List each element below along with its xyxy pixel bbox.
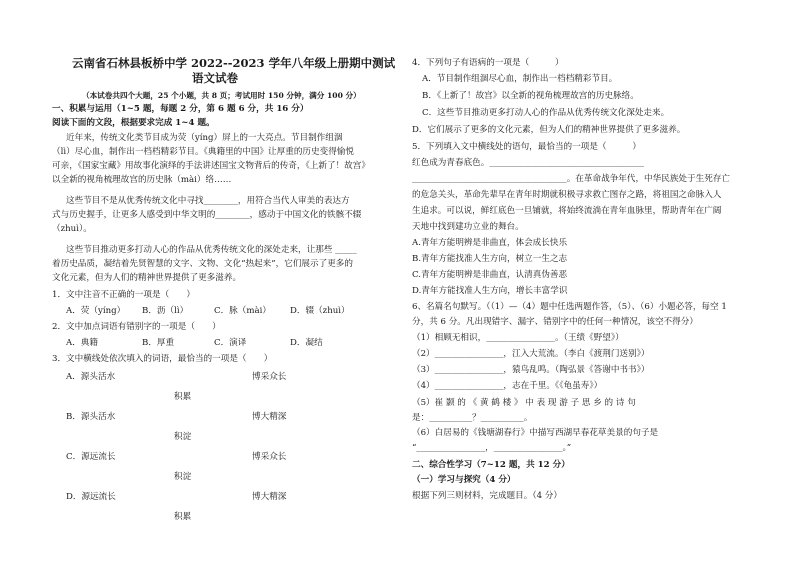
- q5-option-c[interactable]: C.青年方能明辨是非曲直，认清真伪善恶: [412, 270, 568, 280]
- passage-line: 文化元素，但为人们的精神世界提供了更多滋养。: [52, 273, 242, 283]
- q3-option-a[interactable]: A．源头活水: [66, 372, 116, 382]
- question-3: 3．文中横线处依次填入的词语，最恰当的一项是（ ）: [52, 354, 273, 364]
- q5-option-d[interactable]: D.青年方能找准人生方向，增长丰富学识: [412, 286, 568, 296]
- exam-subtitle: 语文试卷: [192, 71, 238, 85]
- q4-option-a[interactable]: A．节目制作组涸尽心血，制作出一档档精彩节目。: [422, 74, 618, 84]
- question-1: 1．文中注音不正确的一项是（ ）: [52, 290, 195, 300]
- q2-option-b[interactable]: B．厚重: [142, 338, 175, 348]
- q5-passage-line: 红色成为青春底色。____________________________________: [412, 158, 645, 168]
- q5-passage-line: 的危急关头，革命先辈早在青年时期就积极寻求救亡图存之路，将祖国之命脉入人: [412, 190, 722, 200]
- q6-item-5-answer[interactable]: 是：__________？__________。: [412, 413, 533, 423]
- subsection-1-heading: （一）学习与探究（4 分）: [412, 475, 516, 485]
- q5-option-b[interactable]: B.青年方能找准人生方向，树立一生之志: [412, 254, 568, 264]
- q2-option-c[interactable]: C．演译: [214, 338, 247, 348]
- q2-option-a[interactable]: A．典籍: [66, 338, 98, 348]
- passage-line: 这些节目推动更多打动人心的作品从优秀传统文化的深处走来，让那些 _____: [66, 245, 357, 255]
- q3-option-d[interactable]: D．源远流长: [66, 492, 116, 502]
- passage-line: 可亲，《国家宝藏》用故事化演绎的手法讲述国宝文物背后的传奇，《上新了！故宫》: [52, 161, 370, 171]
- passage-line: 着历史品质，凝结着先贤智慧的文字、文物、文化“热起来”，它们展示了更多的: [52, 259, 353, 269]
- passage-line: 近年来，传统文化类节目成为荧（yíng）屏上的一大亮点。节目制作组涸: [66, 133, 343, 143]
- question-6-note: 分，共 6 分。凡出现错字、漏字、错别字中的任何一种情况，该空不得分）: [412, 317, 698, 327]
- question-4: 4．下列句子有语病的一项是（ ）: [412, 58, 564, 68]
- exam-title: 云南省石林县板桥中学 2022--2023 学年八年级上册期中测试: [72, 56, 396, 70]
- q4-option-d[interactable]: D．它们展示了更多的文化元素，但为人们的精神世界提供了更多滋养。: [412, 125, 686, 135]
- q1-option-d[interactable]: D．辍（zhuì）: [290, 306, 350, 316]
- q3-option-a-word2: 博采众长: [252, 372, 287, 382]
- q6-item-2[interactable]: （2）________________，江入大荒流。（李白《渡荆门送别》）: [412, 349, 650, 359]
- passage-line: （zhuì）。: [52, 224, 92, 234]
- q3-option-d-word2: 博大精深: [252, 492, 287, 502]
- q5-passage-line: ____________________________________。在革命战争年代，中华民族处于生死存亡: [412, 174, 730, 184]
- q3-option-d-word3: 积累: [174, 512, 192, 522]
- q6-item-4[interactable]: （4）________________，志在千里。《《龟虽寿》）: [412, 381, 603, 391]
- q3-option-c-word2: 博采众长: [252, 452, 287, 462]
- subsection-1-instruction: 根据下列三则材料，完成题目。（4 分）: [412, 491, 562, 501]
- q3-option-c[interactable]: C．源远流长: [66, 452, 116, 462]
- q3-option-c-word3: 积淀: [174, 472, 192, 482]
- passage-line: 式与历史握手，让更多人感受到中华文明的________，感动于中国文化的铁骸不辍: [52, 210, 362, 220]
- q3-option-a-word3: 积累: [174, 392, 192, 402]
- q6-item-1[interactable]: （1）相顾无相识，________________。（王绩《野望》）: [412, 333, 624, 343]
- q6-item-5: （5）崔 颢 的 《 黄 鹤 楼 》 中 表 现 游 子 思 乡 的 诗 句: [412, 398, 636, 408]
- passage-line: 以全新的视角梳理故宫的历史脉（mài）络……: [52, 175, 232, 185]
- q1-option-a[interactable]: A．荧（yíng）: [66, 306, 126, 316]
- q6-item-6: （6）白居易的《钱塘湖春行》中描写西湖早春花草美景的句子是: [412, 428, 659, 438]
- question-5: 5．下列填入文中横线处的语句，最恰当的一项是（ ）: [412, 142, 641, 152]
- question-2: 2．文中加点词语有错别字的一项是（ ）: [52, 322, 221, 332]
- q6-item-6-answer[interactable]: “________________，________________。”: [412, 443, 572, 453]
- q5-passage-line: 天地中找到建功立业的舞台。: [412, 222, 524, 232]
- section-1-heading: 一、积累与运用（1~5 题，每题 2 分，第 6 题 6 分，共 16 分）: [52, 104, 309, 114]
- section-2-heading: 二、综合性学习（7~12 题，共 12 分）: [412, 460, 570, 470]
- exam-note: （本试卷共四个大题，25 个小题，共 8 页；考试用时 150 分钟，满分 100 分）: [82, 91, 361, 100]
- q3-option-b-word3: 积淀: [174, 432, 192, 442]
- q2-option-d[interactable]: D．凝结: [290, 338, 323, 348]
- passage-line: （lì）尽心血，制作出一档档精彩节目。《典籍里的中国》让厚重的历史变得愉悦: [52, 147, 354, 157]
- q4-option-c[interactable]: C．这些节目推动更多打动人心的作品从优秀传统文化深处走来。: [422, 108, 670, 118]
- question-6: 6、名篇名句默写。（（1）—（4）题中任选两题作答，（5）、（6）小题必答，每空 1: [412, 302, 727, 312]
- q3-option-b[interactable]: B．源头活水: [66, 412, 116, 422]
- q6-item-3[interactable]: （3）________________，猿鸟乱鸣。（陶弘景《答谢中书书》）: [412, 365, 650, 375]
- reading-instruction: 阅读下面的文段，根据要求完成 1~4 题。: [52, 118, 215, 128]
- q5-passage-line: 生追求。可以说，鲜红底色一旦铺就，将始终流淌在青年血脉里，帮助青年在广阔: [412, 206, 722, 216]
- q3-option-b-word2: 博大精深: [252, 412, 287, 422]
- q5-option-a[interactable]: A.青年方能明辨是非曲直，体会成长快乐: [412, 238, 568, 248]
- q1-option-c[interactable]: C．脉（mài）: [214, 306, 271, 316]
- q4-option-b[interactable]: B．《上新了！故宫》以全新的视角梳理故宫的历史脉络。: [422, 91, 639, 101]
- passage-line: 这些节目不是从优秀传统文化中寻找________，用符合当代人审美的表达方: [66, 196, 350, 206]
- q1-option-b[interactable]: B．沥（lì）: [142, 306, 189, 316]
